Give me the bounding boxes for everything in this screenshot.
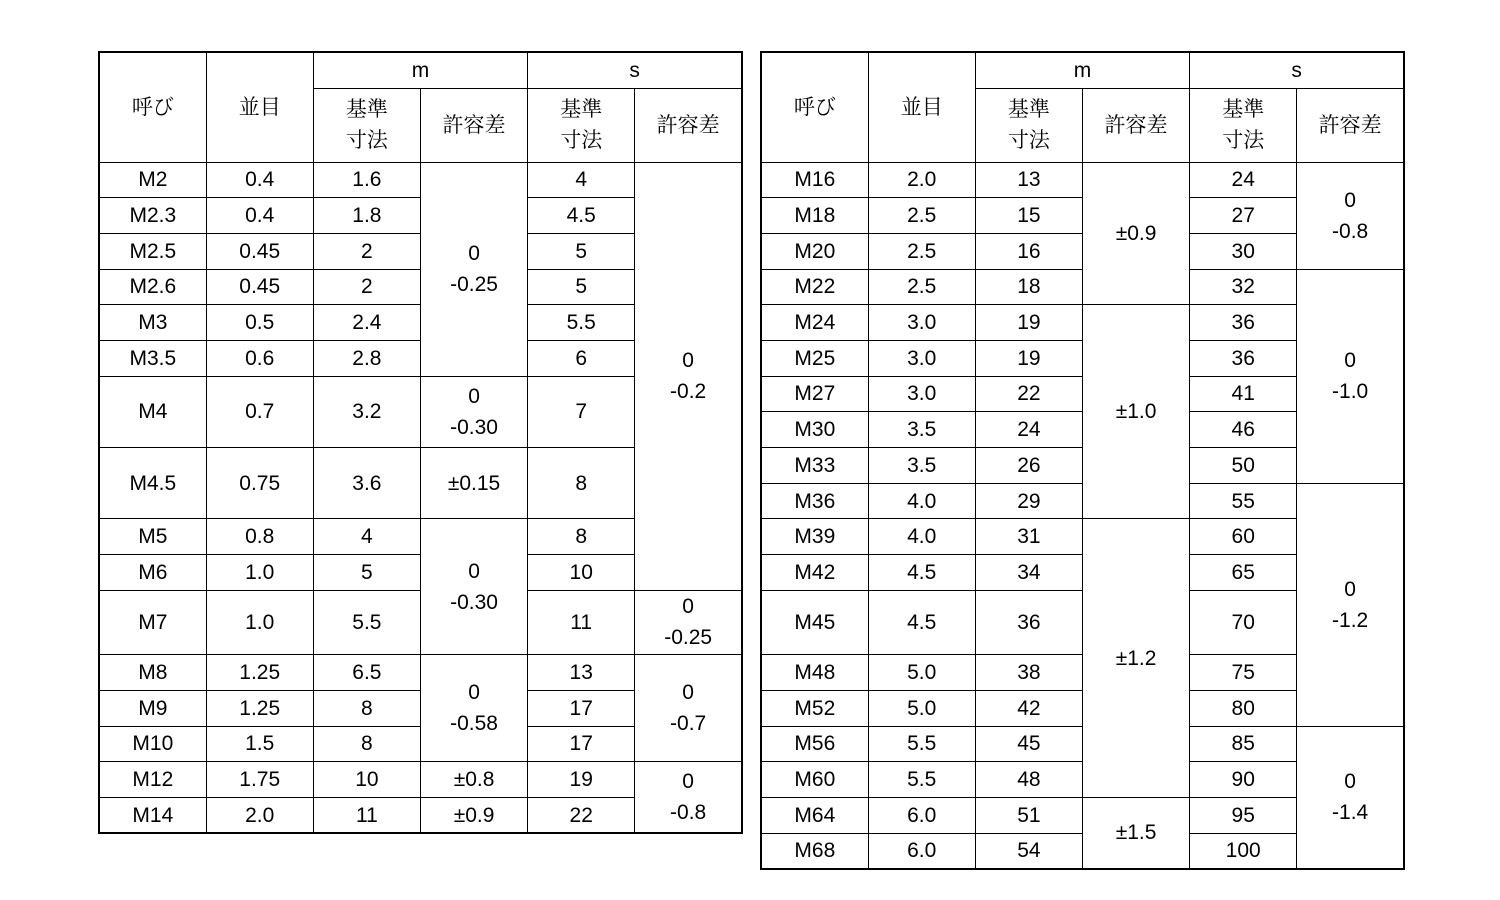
- cell-m-basic: 15: [975, 198, 1082, 234]
- cell-m-basic: 45: [975, 726, 1082, 762]
- cell-pitch: 0.5: [206, 305, 313, 341]
- cell-pitch: 5.5: [868, 726, 975, 762]
- cell-m-basic: 48: [975, 762, 1082, 798]
- cell-pitch: 3.0: [868, 305, 975, 341]
- cell-s-basic: 22: [528, 797, 635, 833]
- cell-m-tolerance: 0 -0.30: [420, 519, 527, 655]
- cell-call: M10: [99, 726, 206, 762]
- cell-pitch: 4.5: [868, 555, 975, 591]
- cell-pitch: 0.4: [206, 162, 313, 198]
- header-s: s: [528, 52, 742, 88]
- cell-pitch: 0.45: [206, 269, 313, 305]
- cell-call: M25: [761, 340, 868, 376]
- cell-call: M9: [99, 690, 206, 726]
- cell-s-basic: 46: [1190, 412, 1297, 448]
- cell-m-basic: 2.8: [313, 340, 420, 376]
- cell-m-basic: 22: [975, 376, 1082, 412]
- cell-call: M22: [761, 269, 868, 305]
- cell-pitch: 6.0: [868, 833, 975, 869]
- cell-pitch: 3.5: [868, 448, 975, 484]
- cell-s-basic: 5: [528, 269, 635, 305]
- cell-pitch: 3.0: [868, 340, 975, 376]
- cell-s-basic: 65: [1190, 555, 1297, 591]
- cell-call: M42: [761, 555, 868, 591]
- cell-s-tolerance: 0 -1.0: [1297, 269, 1404, 483]
- header-call: 呼び: [761, 52, 868, 162]
- cell-s-basic: 50: [1190, 448, 1297, 484]
- cell-s-tolerance: 0 -1.2: [1297, 483, 1404, 726]
- header-m-basic: 基準 寸法: [975, 88, 1082, 162]
- cell-call: M60: [761, 762, 868, 798]
- cell-m-basic: 42: [975, 690, 1082, 726]
- cell-pitch: 0.7: [206, 376, 313, 447]
- cell-m-basic: 5: [313, 555, 420, 591]
- cell-m-tolerance: ±1.0: [1082, 305, 1189, 519]
- cell-pitch: 1.0: [206, 590, 313, 654]
- cell-call: M64: [761, 797, 868, 833]
- cell-call: M5: [99, 519, 206, 555]
- cell-call: M39: [761, 519, 868, 555]
- cell-pitch: 2.5: [868, 233, 975, 269]
- cell-pitch: 4.5: [868, 590, 975, 654]
- cell-call: M8: [99, 655, 206, 691]
- cell-pitch: 0.8: [206, 519, 313, 555]
- header-s-basic: 基準 寸法: [528, 88, 635, 162]
- cell-call: M3: [99, 305, 206, 341]
- cell-s-basic: 8: [528, 448, 635, 519]
- cell-pitch: 1.25: [206, 690, 313, 726]
- header-m: m: [313, 52, 527, 88]
- cell-m-basic: 10: [313, 762, 420, 798]
- cell-m-tolerance: ±0.9: [1082, 162, 1189, 305]
- cell-m-basic: 3.6: [313, 448, 420, 519]
- header-s-tolerance: 許容差: [1297, 88, 1404, 162]
- cell-call: M48: [761, 655, 868, 691]
- cell-call: M16: [761, 162, 868, 198]
- cell-m-tolerance: 0 -0.25: [420, 162, 527, 376]
- cell-m-basic: 1.8: [313, 198, 420, 234]
- cell-m-basic: 34: [975, 555, 1082, 591]
- cell-pitch: 4.0: [868, 483, 975, 519]
- cell-s-basic: 24: [1190, 162, 1297, 198]
- cell-m-basic: 13: [975, 162, 1082, 198]
- cell-call: M18: [761, 198, 868, 234]
- cell-pitch: 0.6: [206, 340, 313, 376]
- cell-m-basic: 29: [975, 483, 1082, 519]
- cell-pitch: 2.0: [206, 797, 313, 833]
- cell-s-basic: 80: [1190, 690, 1297, 726]
- cell-pitch: 4.0: [868, 519, 975, 555]
- cell-call: M14: [99, 797, 206, 833]
- cell-pitch: 5.0: [868, 690, 975, 726]
- cell-pitch: 1.25: [206, 655, 313, 691]
- cell-call: M36: [761, 483, 868, 519]
- cell-s-tolerance: 0 -0.25: [635, 590, 742, 654]
- cell-m-basic: 36: [975, 590, 1082, 654]
- cell-call: M4: [99, 376, 206, 447]
- cell-m-basic: 11: [313, 797, 420, 833]
- cell-m-basic: 24: [975, 412, 1082, 448]
- cell-pitch: 3.0: [868, 376, 975, 412]
- cell-call: M56: [761, 726, 868, 762]
- cell-m-basic: 18: [975, 269, 1082, 305]
- table-row: [99, 762, 742, 798]
- cell-call: M68: [761, 833, 868, 869]
- cell-call: M52: [761, 690, 868, 726]
- cell-m-basic: 31: [975, 519, 1082, 555]
- cell-s-tolerance: 0 -0.8: [635, 762, 742, 833]
- cell-call: M2.3: [99, 198, 206, 234]
- cell-pitch: 3.5: [868, 412, 975, 448]
- cell-m-basic: 3.2: [313, 376, 420, 447]
- cell-pitch: 2.5: [868, 198, 975, 234]
- cell-call: M12: [99, 762, 206, 798]
- header-m: m: [975, 52, 1189, 88]
- cell-m-basic: 4: [313, 519, 420, 555]
- cell-call: M2.6: [99, 269, 206, 305]
- cell-s-basic: 95: [1190, 797, 1297, 833]
- header-m-basic: 基準 寸法: [313, 88, 420, 162]
- cell-call: M3.5: [99, 340, 206, 376]
- cell-pitch: 1.0: [206, 555, 313, 591]
- table-row: [761, 162, 1404, 198]
- cell-s-basic: 75: [1190, 655, 1297, 691]
- cell-s-basic: 19: [528, 762, 635, 798]
- cell-m-basic: 19: [975, 305, 1082, 341]
- cell-s-basic: 36: [1190, 305, 1297, 341]
- header-call: 呼び: [99, 52, 206, 162]
- cell-pitch: 2.0: [868, 162, 975, 198]
- cell-s-tolerance: 0 -1.4: [1297, 726, 1404, 869]
- cell-m-tolerance: 0 -0.58: [420, 655, 527, 762]
- cell-call: M6: [99, 555, 206, 591]
- cell-s-basic: 5.5: [528, 305, 635, 341]
- cell-s-basic: 4: [528, 162, 635, 198]
- cell-m-tolerance: 0 -0.30: [420, 376, 527, 447]
- cell-s-basic: 60: [1190, 519, 1297, 555]
- cell-m-basic: 6.5: [313, 655, 420, 691]
- cell-m-basic: 26: [975, 448, 1082, 484]
- cell-s-basic: 70: [1190, 590, 1297, 654]
- cell-m-basic: 2: [313, 233, 420, 269]
- header-s-basic: 基準 寸法: [1190, 88, 1297, 162]
- cell-call: M7: [99, 590, 206, 654]
- cell-s-tolerance: 0 -0.8: [1297, 162, 1404, 269]
- cell-call: M2: [99, 162, 206, 198]
- dimension-table-right: [760, 51, 1405, 870]
- cell-pitch: 0.75: [206, 448, 313, 519]
- header-pitch: 並目: [868, 52, 975, 162]
- cell-m-tolerance: ±0.9: [420, 797, 527, 833]
- cell-m-basic: 8: [313, 690, 420, 726]
- cell-s-basic: 100: [1190, 833, 1297, 869]
- dimension-table-left: [98, 51, 743, 834]
- cell-s-tolerance: 0 -0.7: [635, 655, 742, 762]
- header-s-tolerance: 許容差: [635, 88, 742, 162]
- cell-m-tolerance: ±1.2: [1082, 519, 1189, 798]
- cell-s-basic: 11: [528, 590, 635, 654]
- cell-m-basic: 8: [313, 726, 420, 762]
- cell-m-basic: 38: [975, 655, 1082, 691]
- cell-call: M45: [761, 590, 868, 654]
- cell-s-basic: 17: [528, 726, 635, 762]
- cell-pitch: 6.0: [868, 797, 975, 833]
- cell-m-basic: 19: [975, 340, 1082, 376]
- header-m-tolerance: 許容差: [1082, 88, 1189, 162]
- cell-s-basic: 90: [1190, 762, 1297, 798]
- cell-m-tolerance: ±0.15: [420, 448, 527, 519]
- header-pitch: 並目: [206, 52, 313, 162]
- cell-pitch: 0.45: [206, 233, 313, 269]
- cell-s-basic: 36: [1190, 340, 1297, 376]
- cell-s-basic: 5: [528, 233, 635, 269]
- cell-m-tolerance: ±1.5: [1082, 797, 1189, 868]
- cell-call: M27: [761, 376, 868, 412]
- cell-call: M4.5: [99, 448, 206, 519]
- cell-m-tolerance: ±0.8: [420, 762, 527, 798]
- cell-s-basic: 6: [528, 340, 635, 376]
- cell-pitch: 2.5: [868, 269, 975, 305]
- cell-s-basic: 10: [528, 555, 635, 591]
- cell-s-basic: 8: [528, 519, 635, 555]
- cell-s-basic: 55: [1190, 483, 1297, 519]
- cell-call: M33: [761, 448, 868, 484]
- cell-call: M20: [761, 233, 868, 269]
- cell-pitch: 5.0: [868, 655, 975, 691]
- header-s: s: [1190, 52, 1404, 88]
- cell-m-basic: 5.5: [313, 590, 420, 654]
- cell-s-basic: 27: [1190, 198, 1297, 234]
- cell-pitch: 1.5: [206, 726, 313, 762]
- table-row: [99, 162, 742, 198]
- cell-m-basic: 2: [313, 269, 420, 305]
- cell-pitch: 0.4: [206, 198, 313, 234]
- cell-m-basic: 16: [975, 233, 1082, 269]
- header-m-tolerance: 許容差: [420, 88, 527, 162]
- cell-pitch: 5.5: [868, 762, 975, 798]
- cell-s-basic: 7: [528, 376, 635, 447]
- cell-call: M2.5: [99, 233, 206, 269]
- cell-m-basic: 2.4: [313, 305, 420, 341]
- cell-m-basic: 54: [975, 833, 1082, 869]
- cell-s-basic: 4.5: [528, 198, 635, 234]
- cell-s-basic: 41: [1190, 376, 1297, 412]
- cell-s-basic: 32: [1190, 269, 1297, 305]
- cell-s-tolerance: 0 -0.2: [635, 162, 742, 590]
- cell-s-basic: 30: [1190, 233, 1297, 269]
- cell-s-basic: 17: [528, 690, 635, 726]
- cell-call: M24: [761, 305, 868, 341]
- cell-m-basic: 51: [975, 797, 1082, 833]
- cell-m-basic: 1.6: [313, 162, 420, 198]
- table-row: [99, 655, 742, 691]
- cell-pitch: 1.75: [206, 762, 313, 798]
- cell-s-basic: 13: [528, 655, 635, 691]
- cell-s-basic: 85: [1190, 726, 1297, 762]
- cell-call: M30: [761, 412, 868, 448]
